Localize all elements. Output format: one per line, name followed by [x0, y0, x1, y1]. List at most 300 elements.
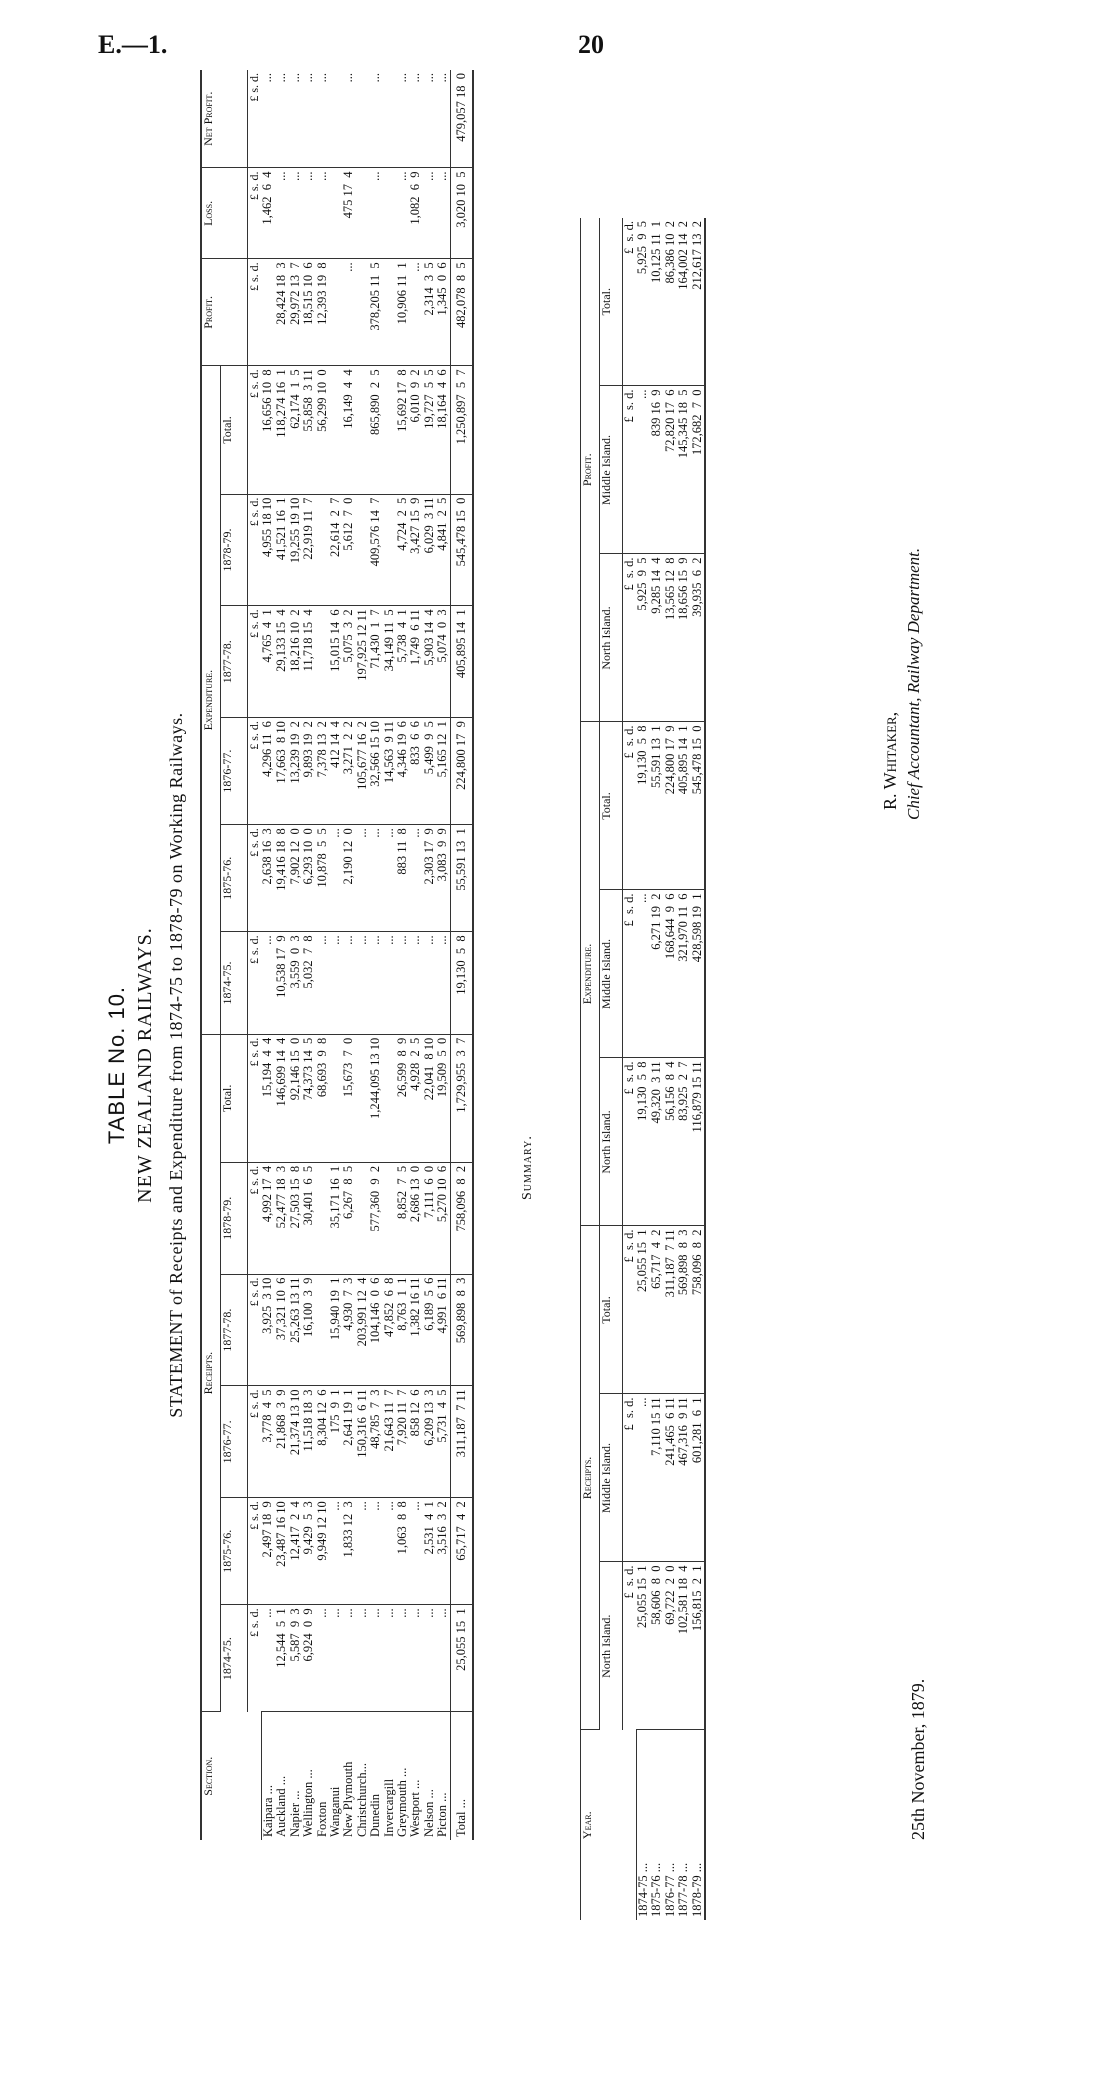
section-name: Kaipara ... [260, 1784, 275, 1837]
section-name: Wanganui [327, 1786, 342, 1837]
receipt-cell: 175 9 1 [329, 1386, 342, 1498]
expenditure-cell: 865,890 2 5 [369, 366, 382, 494]
net-profit-cell: ... [289, 70, 302, 168]
expenditure-cell: 118,274 16 1 [275, 366, 288, 494]
receipts-year-header: 1877-78. [221, 1274, 248, 1386]
unit-label: £ s. d. [248, 932, 262, 1034]
loss-cell: ... [302, 168, 315, 259]
receipt-cell: 15,673 7 0 [342, 1034, 355, 1162]
receipt-cell: 7,920 11 7 [396, 1386, 409, 1498]
expenditure-cell: 5,032 7 8 [302, 932, 315, 1034]
unit-label: £ s. d. [623, 218, 637, 386]
receipt-cell: 4,928 2 5 [409, 1034, 422, 1162]
receipt-cell: 577,360 9 2 [369, 1162, 382, 1274]
total-expenditure: 19,130 5 8 [450, 932, 473, 1034]
expenditure-cell: ... [329, 825, 342, 932]
section-header: Section. [201, 1712, 261, 1840]
receipt-cell: 92,146 15 0 [289, 1034, 302, 1162]
receipt-cell: 3,778 4 5 [261, 1386, 275, 1498]
expenditure-cell: 17,663 8 10 [275, 718, 288, 825]
receipt-cell: 68,693 9 8 [316, 1034, 329, 1162]
expenditure-cell: 4,841 2 5 [436, 494, 450, 606]
total-receipt: 25,055 15 1 [450, 1605, 473, 1712]
profit-cell [383, 259, 396, 366]
section-name: Napier ... [287, 1790, 302, 1837]
expenditure-cell: ... [409, 932, 422, 1034]
expenditure-cell: 15,692 17 8 [396, 366, 409, 494]
total-receipt: 569,898 8 3 [450, 1274, 473, 1386]
expenditure-cell: ... [261, 932, 275, 1034]
report-code: E.—1. [98, 30, 168, 59]
receipt-cell: 11,518 18 3 [302, 1386, 315, 1498]
section-name: Invercargill [381, 1778, 396, 1837]
receipt-cell: 19,509 5 0 [436, 1034, 450, 1162]
expenditure-cell: 16,656 10 8 [261, 366, 275, 494]
expenditure-cell: 18,216 10 2 [289, 606, 302, 718]
expenditure-cell: ... [383, 932, 396, 1034]
expenditure-cell: 10,538 17 9 [275, 932, 288, 1034]
summary-year: 1877-78 ... [676, 1862, 691, 1917]
unit-label: £ s. d. [248, 1034, 262, 1162]
table-row [329, 70, 342, 1840]
receipt-cell: 12,417 2 4 [289, 1498, 302, 1605]
summary-profit-cell: 9,285 14 4 [650, 554, 663, 722]
profit-cell: 29,972 13 7 [289, 259, 302, 366]
receipts-header: Receipts. [201, 1034, 221, 1712]
receipt-cell: ... [423, 1605, 436, 1712]
receipt-cell: ... [383, 1605, 396, 1712]
summary-year: 1878-79 ... [689, 1862, 704, 1917]
loss-cell: ... [369, 168, 382, 259]
summary-row [677, 218, 690, 1920]
expenditure-cell: 1,749 6 11 [409, 606, 422, 718]
summary-title: Summary. [520, 1135, 535, 1200]
summary-expenditure-cell: 56,156 8 4 [664, 1058, 677, 1226]
expenditure-cell: 3,427 15 9 [409, 494, 422, 606]
expenditure-cell: 15,015 14 6 [329, 606, 342, 718]
summary-year: 1876-77 ... [662, 1862, 677, 1917]
expenditure-header: Expenditure. [201, 366, 221, 1034]
receipt-cell: 12,544 5 1 [275, 1605, 288, 1712]
expenditure-cell: 3,559 0 3 [289, 932, 302, 1034]
receipt-cell: ... [261, 1605, 275, 1712]
total-expenditure: 55,591 13 1 [450, 825, 473, 932]
profit-cell: 12,393 19 8 [316, 259, 329, 366]
receipts-year-header: 1875-76. [221, 1498, 248, 1605]
receipt-cell: ... [369, 1498, 382, 1605]
receipt-cell: ... [356, 1605, 369, 1712]
unit-label: £ s. d. [623, 1226, 637, 1394]
expenditure-cell: 5,499 9 5 [423, 718, 436, 825]
summary-expenditure-header: Expenditure. [581, 722, 600, 1226]
receipt-cell: 146,699 14 4 [275, 1034, 288, 1162]
receipt-cell: 858 12 6 [409, 1386, 422, 1498]
total-expenditure: 224,800 17 9 [450, 718, 473, 825]
receipt-cell: 15,940 19 1 [329, 1274, 342, 1386]
receipt-cell: 6,924 0 9 [302, 1605, 315, 1712]
profit-cell: 1,345 0 6 [436, 259, 450, 366]
receipt-cell: ... [356, 1498, 369, 1605]
summary-receipt-cell: 69,722 2 0 [664, 1562, 677, 1730]
expenditure-cell: 7,902 12 0 [289, 825, 302, 932]
profit-cell [261, 259, 275, 366]
expenditure-cell: 2,190 12 0 [342, 825, 355, 932]
middle-island-header: Middle Island. [600, 890, 623, 1058]
summary-expenditure-cell: 19,130 5 8 [636, 1058, 650, 1226]
receipt-cell: 1,063 8 8 [396, 1498, 409, 1605]
expenditure-cell: 34,149 11 5 [383, 606, 396, 718]
net-profit-cell: ... [302, 70, 315, 168]
expenditure-cell: ... [342, 932, 355, 1034]
section-name: Dunedin [368, 1793, 383, 1837]
receipt-cell: 48,785 7 3 [369, 1386, 382, 1498]
net-profit-cell: ... [261, 70, 275, 168]
net-profit-cell [356, 70, 369, 168]
receipt-cell: ... [409, 1498, 422, 1605]
summary-expenditure-cell: 19,130 5 8 [636, 722, 650, 890]
receipt-cell: 3,925 3 10 [261, 1274, 275, 1386]
summary-profit-cell: 839 16 9 [650, 386, 663, 554]
total-header: Total. [600, 218, 623, 386]
expenditure-year-header: 1874-75. [221, 932, 248, 1034]
expenditure-cell [316, 606, 329, 718]
unit-label: £ s. d. [622, 1565, 636, 1599]
receipt-cell [383, 1034, 396, 1162]
receipt-cell: ... [409, 1605, 422, 1712]
receipt-cell: 7,111 6 0 [423, 1162, 436, 1274]
net-profit-cell [383, 70, 396, 168]
receipt-cell: 1,833 12 3 [342, 1498, 355, 1605]
net-profit-cell: ... [396, 70, 409, 168]
summary-receipt-cell: 601,281 6 1 [691, 1394, 705, 1562]
expenditure-cell: 5,165 12 1 [436, 718, 450, 825]
unit-label: £ s. d. [248, 494, 262, 606]
expenditure-cell: 833 6 6 [409, 718, 422, 825]
receipt-cell: 21,643 11 7 [383, 1386, 396, 1498]
receipt-cell: 104,146 0 6 [369, 1274, 382, 1386]
net-profit-cell: ... [423, 70, 436, 168]
page-number: 20 [578, 30, 604, 59]
expenditure-cell [356, 366, 369, 494]
summary-receipt-cell: 58,606 8 0 [650, 1562, 663, 1730]
receipt-cell: 26,599 8 9 [396, 1034, 409, 1162]
total-receipt: 65,717 4 2 [450, 1498, 473, 1605]
expenditure-year-header: 1878-79. [221, 494, 248, 606]
expenditure-cell: 19,255 19 10 [289, 494, 302, 606]
summary-profit-cell: 18,656 15 9 [677, 554, 690, 722]
receipt-cell: ... [436, 1605, 450, 1712]
receipts-total-header: Total. [221, 1034, 248, 1162]
unit-label: £ s. d. [623, 1394, 637, 1562]
receipt-cell [356, 1162, 369, 1274]
expenditure-cell: 2,638 16 3 [261, 825, 275, 932]
summary-receipt-cell: 7,110 15 11 [650, 1394, 663, 1562]
receipt-cell: 21,868 3 9 [275, 1386, 288, 1498]
expenditure-cell [356, 494, 369, 606]
summary-expenditure-cell: 168,644 9 6 [664, 890, 677, 1058]
north-island-header: North Island. [600, 554, 623, 722]
summary-receipt-cell: 25,055 15 1 [636, 1226, 650, 1394]
expenditure-cell: 9,893 19 2 [302, 718, 315, 825]
net-profit-cell: ... [275, 70, 288, 168]
expenditure-cell: 5,612 7 0 [342, 494, 355, 606]
unit-label: £ s. d. [623, 722, 637, 890]
summary-profit-cell: 145,345 18 5 [677, 386, 690, 554]
north-island-header: North Island. [600, 1058, 623, 1226]
profit-cell: 18,515 10 6 [302, 259, 315, 366]
total-expenditure: 405,895 14 1 [450, 606, 473, 718]
receipt-cell: 203,991 12 4 [356, 1274, 369, 1386]
expenditure-cell: ... [396, 932, 409, 1034]
expenditure-cell [329, 366, 342, 494]
statement-title: STATEMENT of Receipts and Expenditure from 1874-75 to 1878-79 on Working Railways. [166, 712, 186, 1418]
receipt-cell: ... [396, 1605, 409, 1712]
summary-expenditure-cell: 116,879 15 11 [691, 1058, 705, 1226]
loss-cell: 1,082 6 9 [409, 168, 422, 259]
expenditure-year-header: 1877-78. [221, 606, 248, 718]
receipt-cell: 4,991 6 11 [436, 1274, 450, 1386]
total-row [450, 70, 473, 1840]
report-date: 25th November, 1879. [908, 1678, 928, 1840]
expenditure-cell: 56,299 10 0 [316, 366, 329, 494]
table-row [261, 70, 275, 1840]
receipt-cell [316, 1162, 329, 1274]
summary-receipt-cell: 25,055 15 1 [636, 1562, 650, 1730]
table-number: TABLE No. 10. [104, 985, 129, 1145]
net-profit-cell: ... [342, 70, 355, 168]
summary-profit-cell: 39,935 6 2 [691, 554, 705, 722]
receipt-cell: ... [383, 1498, 396, 1605]
loss-cell: ... [316, 168, 329, 259]
loss-cell: ... [423, 168, 436, 259]
receipt-cell: 5,270 10 6 [436, 1162, 450, 1274]
receipt-cell [356, 1034, 369, 1162]
total-header: Total. [600, 1226, 623, 1394]
expenditure-cell: 5,075 3 2 [342, 606, 355, 718]
loss-cell: ... [289, 168, 302, 259]
loss-cell: 475 17 4 [342, 168, 355, 259]
expenditure-cell: ... [356, 825, 369, 932]
receipt-cell: ... [316, 1605, 329, 1712]
receipt-cell: 2,531 4 1 [423, 1498, 436, 1605]
expenditure-cell: 412 14 4 [329, 718, 342, 825]
summary-year: 1875-76 ... [649, 1862, 664, 1917]
summary-receipt-cell: 758,096 8 2 [691, 1226, 705, 1394]
table-row [289, 70, 302, 1840]
expenditure-cell: ... [423, 932, 436, 1034]
summary-receipt-cell: 102,581 18 4 [677, 1562, 690, 1730]
section-name: Westport ... [408, 1779, 423, 1837]
profit-cell: 10,906 11 1 [396, 259, 409, 366]
expenditure-cell: 16,149 4 4 [342, 366, 355, 494]
total-net-profit: 479,057 18 0 [450, 70, 473, 168]
expenditure-cell [383, 494, 396, 606]
signature-title: Chief Accountant, Railway Department. [904, 547, 923, 820]
profit-cell: 2,314 3 5 [423, 259, 436, 366]
expenditure-cell: 6,029 3 11 [423, 494, 436, 606]
expenditure-cell: 14,563 9 11 [383, 718, 396, 825]
receipt-cell: 6,189 5 6 [423, 1274, 436, 1386]
expenditure-cell: 62,174 1 5 [289, 366, 302, 494]
expenditure-cell: 32,566 15 10 [369, 718, 382, 825]
summary-receipt-cell: 467,316 9 11 [677, 1394, 690, 1562]
unit-label: £ s. d. [248, 718, 262, 825]
expenditure-cell: 409,576 14 7 [369, 494, 382, 606]
summary-rows [636, 218, 705, 1920]
receipt-cell: 4,992 17 4 [261, 1162, 275, 1274]
net-profit-cell: ... [316, 70, 329, 168]
expenditure-cell: 105,677 16 2 [356, 718, 369, 825]
expenditure-cell: 4,724 2 5 [396, 494, 409, 606]
unit-label: £ s. d. [623, 1058, 637, 1226]
expenditure-cell: 5,074 0 3 [436, 606, 450, 718]
summary-expenditure-cell: 545,478 15 0 [691, 722, 705, 890]
expenditure-cell: 3,271 2 2 [342, 718, 355, 825]
table-row [275, 70, 288, 1840]
profit-cell: 28,424 18 3 [275, 259, 288, 366]
middle-island-header: Middle Island. [600, 1394, 623, 1562]
summary-expenditure-cell: 405,895 14 1 [677, 722, 690, 890]
expenditure-cell: 883 11 8 [396, 825, 409, 932]
expenditure-cell: 71,430 1 7 [369, 606, 382, 718]
total-receipt: 1,729,955 3 7 [450, 1034, 473, 1162]
summary-profit-cell: 212,617 13 2 [691, 218, 705, 386]
profit-cell [356, 259, 369, 366]
expenditure-cell: ... [383, 825, 396, 932]
receipt-cell: 9,949 12 10 [316, 1498, 329, 1605]
receipts-expenditure-table [200, 70, 474, 1840]
net-profit-cell [329, 70, 342, 168]
summary-receipt-cell: ... [636, 1394, 650, 1562]
unit-label: £ s. d. [248, 1498, 262, 1605]
expenditure-cell: ... [356, 932, 369, 1034]
expenditure-cell [383, 366, 396, 494]
receipt-cell: 21,374 13 10 [289, 1386, 302, 1498]
table-row [356, 70, 369, 1840]
summary-expenditure-cell: 224,800 17 9 [664, 722, 677, 890]
summary-profit-cell: ... [636, 386, 650, 554]
summary-expenditure-cell: 321,970 11 6 [677, 890, 690, 1058]
expenditure-cell: 18,164 4 6 [436, 366, 450, 494]
summary-expenditure-cell: 55,591 13 1 [650, 722, 663, 890]
receipt-cell: 1,244,095 13 10 [369, 1034, 382, 1162]
section-name: New Plymouth [341, 1761, 356, 1837]
summary-row [650, 218, 663, 1920]
receipt-cell: 47,852 6 8 [383, 1274, 396, 1386]
expenditure-year-header: 1875-76. [221, 825, 248, 932]
receipt-cell: ... [329, 1605, 342, 1712]
receipt-cell: 30,401 6 5 [302, 1162, 315, 1274]
loss-cell: ... [436, 168, 450, 259]
receipt-cell: 5,731 4 5 [436, 1386, 450, 1498]
summary-receipt-cell: 65,717 4 2 [650, 1226, 663, 1394]
summary-profit-cell: 172,682 7 0 [691, 386, 705, 554]
unit-label: £ s. d. [248, 1274, 262, 1386]
total-receipt: 311,187 7 11 [450, 1386, 473, 1498]
expenditure-cell: 6,293 10 0 [302, 825, 315, 932]
total-header: Total. [600, 722, 623, 890]
receipt-cell: 23,487 16 10 [275, 1498, 288, 1605]
expenditure-cell: 197,925 12 11 [356, 606, 369, 718]
receipts-year-header: 1874-75. [221, 1605, 248, 1712]
net-profit-cell: ... [369, 70, 382, 168]
unit-label: £ s. d. [248, 606, 262, 718]
unit-label: £ s. d. [248, 259, 262, 366]
expenditure-cell: 10,878 5 5 [316, 825, 329, 932]
section-rows [261, 70, 450, 1840]
receipt-cell: ... [342, 1605, 355, 1712]
receipt-cell: ... [369, 1605, 382, 1712]
unit-label: £ s. d. [623, 890, 637, 1058]
expenditure-cell: ... [409, 825, 422, 932]
expenditure-cell [316, 494, 329, 606]
summary-profit-cell: 5,925 9 5 [636, 554, 650, 722]
net-profit-cell: ... [409, 70, 422, 168]
receipt-cell: 6,267 8 5 [342, 1162, 355, 1274]
receipt-cell: 2,641 19 1 [342, 1386, 355, 1498]
expenditure-cell: 3,083 9 9 [436, 825, 450, 932]
summary-expenditure-cell: 49,320 3 11 [650, 1058, 663, 1226]
table-row [316, 70, 329, 1840]
expenditure-cell: ... [329, 932, 342, 1034]
summary-year: 1874-75 ... [635, 1862, 650, 1917]
section-name: Wellington ... [301, 1769, 316, 1837]
table-row [423, 70, 436, 1840]
receipt-cell [329, 1034, 342, 1162]
expenditure-cell: 4,765 4 1 [261, 606, 275, 718]
table-row [302, 70, 315, 1840]
receipt-cell: 22,041 8 10 [423, 1034, 436, 1162]
rotated-summary [520, 80, 1080, 2050]
receipt-cell: 27,503 15 8 [289, 1162, 302, 1274]
receipt-cell: 8,852 7 5 [396, 1162, 409, 1274]
expenditure-cell: 5,903 14 4 [423, 606, 436, 718]
profit-cell: ... [342, 259, 355, 366]
expenditure-cell: 7,378 13 2 [316, 718, 329, 825]
profit-cell: ... [409, 259, 422, 366]
summary-receipts-header: Receipts. [581, 1226, 600, 1730]
receipt-cell: 52,477 18 3 [275, 1162, 288, 1274]
summary-receipt-cell: 241,465 6 11 [664, 1394, 677, 1562]
expenditure-cell: 11,718 15 4 [302, 606, 315, 718]
summary-profit-cell: 86,386 10 2 [664, 218, 677, 386]
unit-label: £ s. d. [623, 386, 637, 554]
expenditure-cell: 4,296 11 6 [261, 718, 275, 825]
receipt-cell [383, 1162, 396, 1274]
unit-label: £ s. d. [248, 366, 262, 494]
unit-label: £ s. d. [248, 70, 262, 168]
expenditure-cell: 41,521 16 1 [275, 494, 288, 606]
summary-expenditure-cell: 6,271 19 2 [650, 890, 663, 1058]
expenditure-cell: ... [369, 825, 382, 932]
loss-cell: ... [396, 168, 409, 259]
total-expenditure: 545,478 15 0 [450, 494, 473, 606]
expenditure-cell: ... [436, 932, 450, 1034]
expenditure-cell: 6,010 9 2 [409, 366, 422, 494]
net-profit-header: Net Profit. [201, 70, 248, 168]
expenditure-cell: ... [369, 932, 382, 1034]
loss-cell: ... [275, 168, 288, 259]
receipt-cell: 74,373 14 5 [302, 1034, 315, 1162]
expenditure-cell: 13,239 19 2 [289, 718, 302, 825]
receipt-cell: 6,209 13 3 [423, 1386, 436, 1498]
receipts-year-header: 1876-77. [221, 1386, 248, 1498]
expenditure-cell: 5,738 4 1 [396, 606, 409, 718]
summary-profit-cell: 13,565 12 8 [664, 554, 677, 722]
table-subtitle: NEW ZEALAND RAILWAYS. [134, 927, 156, 1203]
receipts-year-header: 1878-79. [221, 1162, 248, 1274]
unit-label: £ s. d. [248, 825, 262, 932]
